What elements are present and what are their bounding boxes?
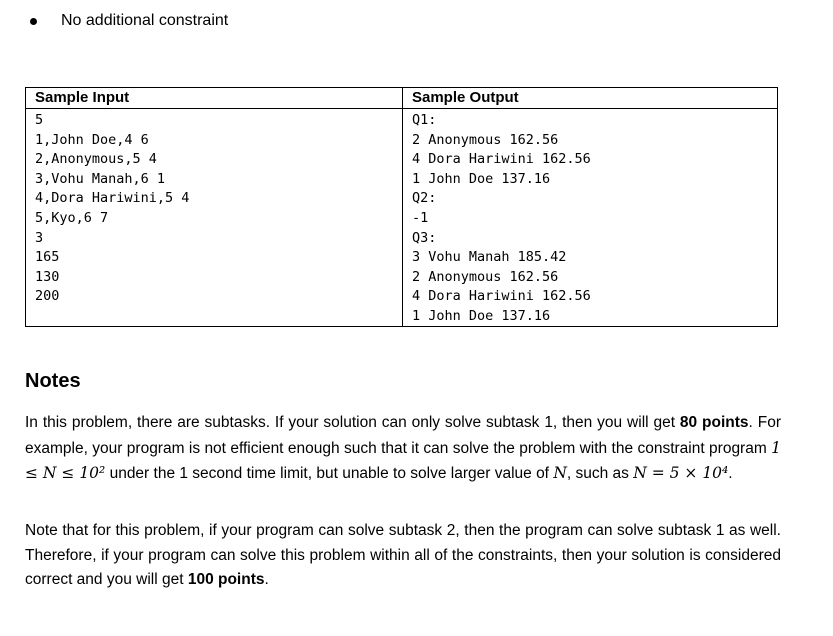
notes-paragraph-1 bbox=[25, 411, 781, 487]
output-line: 4 Dora Hariwini 162.56 bbox=[412, 288, 591, 305]
input-line: 5,Kyo,6 7 bbox=[35, 209, 109, 226]
input-line: 3,Vohu Manah,6 1 bbox=[35, 170, 166, 187]
input-line: 3 bbox=[35, 229, 44, 246]
output-line: Q3: bbox=[412, 229, 437, 246]
points-100: 100 points bbox=[187, 571, 265, 588]
output-line: 1 John Doe 137.16 bbox=[412, 307, 551, 324]
output-line: 2 Anonymous 162.56 bbox=[412, 268, 559, 285]
text-span: , such as bbox=[566, 465, 634, 482]
sample-output-body bbox=[403, 109, 777, 327]
constraint-text: No additional constraint bbox=[61, 12, 229, 29]
sample-output-header: Sample Output bbox=[403, 88, 777, 109]
text-span: . bbox=[264, 571, 269, 588]
sample-table bbox=[25, 87, 778, 327]
text-span: In this problem, there are subtasks. If your solution can only solve subtask 1, then you will get bbox=[25, 414, 680, 431]
output-line: 2 Anonymous 162.56 bbox=[412, 131, 559, 148]
notes-heading: Notes bbox=[25, 370, 81, 392]
input-line: 2,Anonymous,5 4 bbox=[35, 151, 157, 168]
math-example: N = 5 × 10⁴ bbox=[633, 464, 729, 482]
text-span: Note that for this problem, if your program can solve subtask 2, then the program can solve subtask 1 as well. Therefore, if your program can solve this problem within all of the constraints, then your solution is considered correct and you will get bbox=[25, 522, 781, 588]
points-80: 80 points bbox=[679, 414, 749, 431]
constraint-bullet bbox=[30, 12, 228, 30]
sample-input-column bbox=[26, 88, 403, 326]
input-line: 1,John Doe,4 6 bbox=[35, 131, 149, 148]
sample-input-body bbox=[26, 109, 402, 307]
input-line: 5 bbox=[35, 112, 44, 128]
output-line: -1 bbox=[412, 209, 429, 226]
output-line: 3 Vohu Manah 185.42 bbox=[412, 249, 567, 266]
sample-input-header: Sample Input bbox=[26, 88, 402, 109]
input-line: 130 bbox=[35, 268, 60, 285]
bullet-icon bbox=[30, 18, 37, 25]
input-line: 200 bbox=[35, 288, 60, 305]
text-span: . bbox=[728, 465, 733, 482]
math-n: N bbox=[553, 464, 567, 482]
sample-output-column bbox=[403, 88, 777, 326]
output-line: Q2: bbox=[412, 190, 437, 207]
output-line: Q1: bbox=[412, 112, 437, 128]
notes-paragraph-2 bbox=[25, 519, 781, 593]
output-line: 4 Dora Hariwini 162.56 bbox=[412, 151, 591, 168]
input-line: 165 bbox=[35, 249, 60, 266]
math-constraint: 1 ≤ N ≤ 10² bbox=[25, 438, 781, 482]
input-line: 4,Dora Hariwini,5 4 bbox=[35, 190, 190, 207]
output-line: 1 John Doe 137.16 bbox=[412, 170, 551, 187]
text-span: . For example, your program is not efficient enough such that it can solve the problem with the constraint program bbox=[25, 414, 781, 457]
text-span: under the 1 second time limit, but unable to solve larger value of bbox=[105, 465, 554, 482]
